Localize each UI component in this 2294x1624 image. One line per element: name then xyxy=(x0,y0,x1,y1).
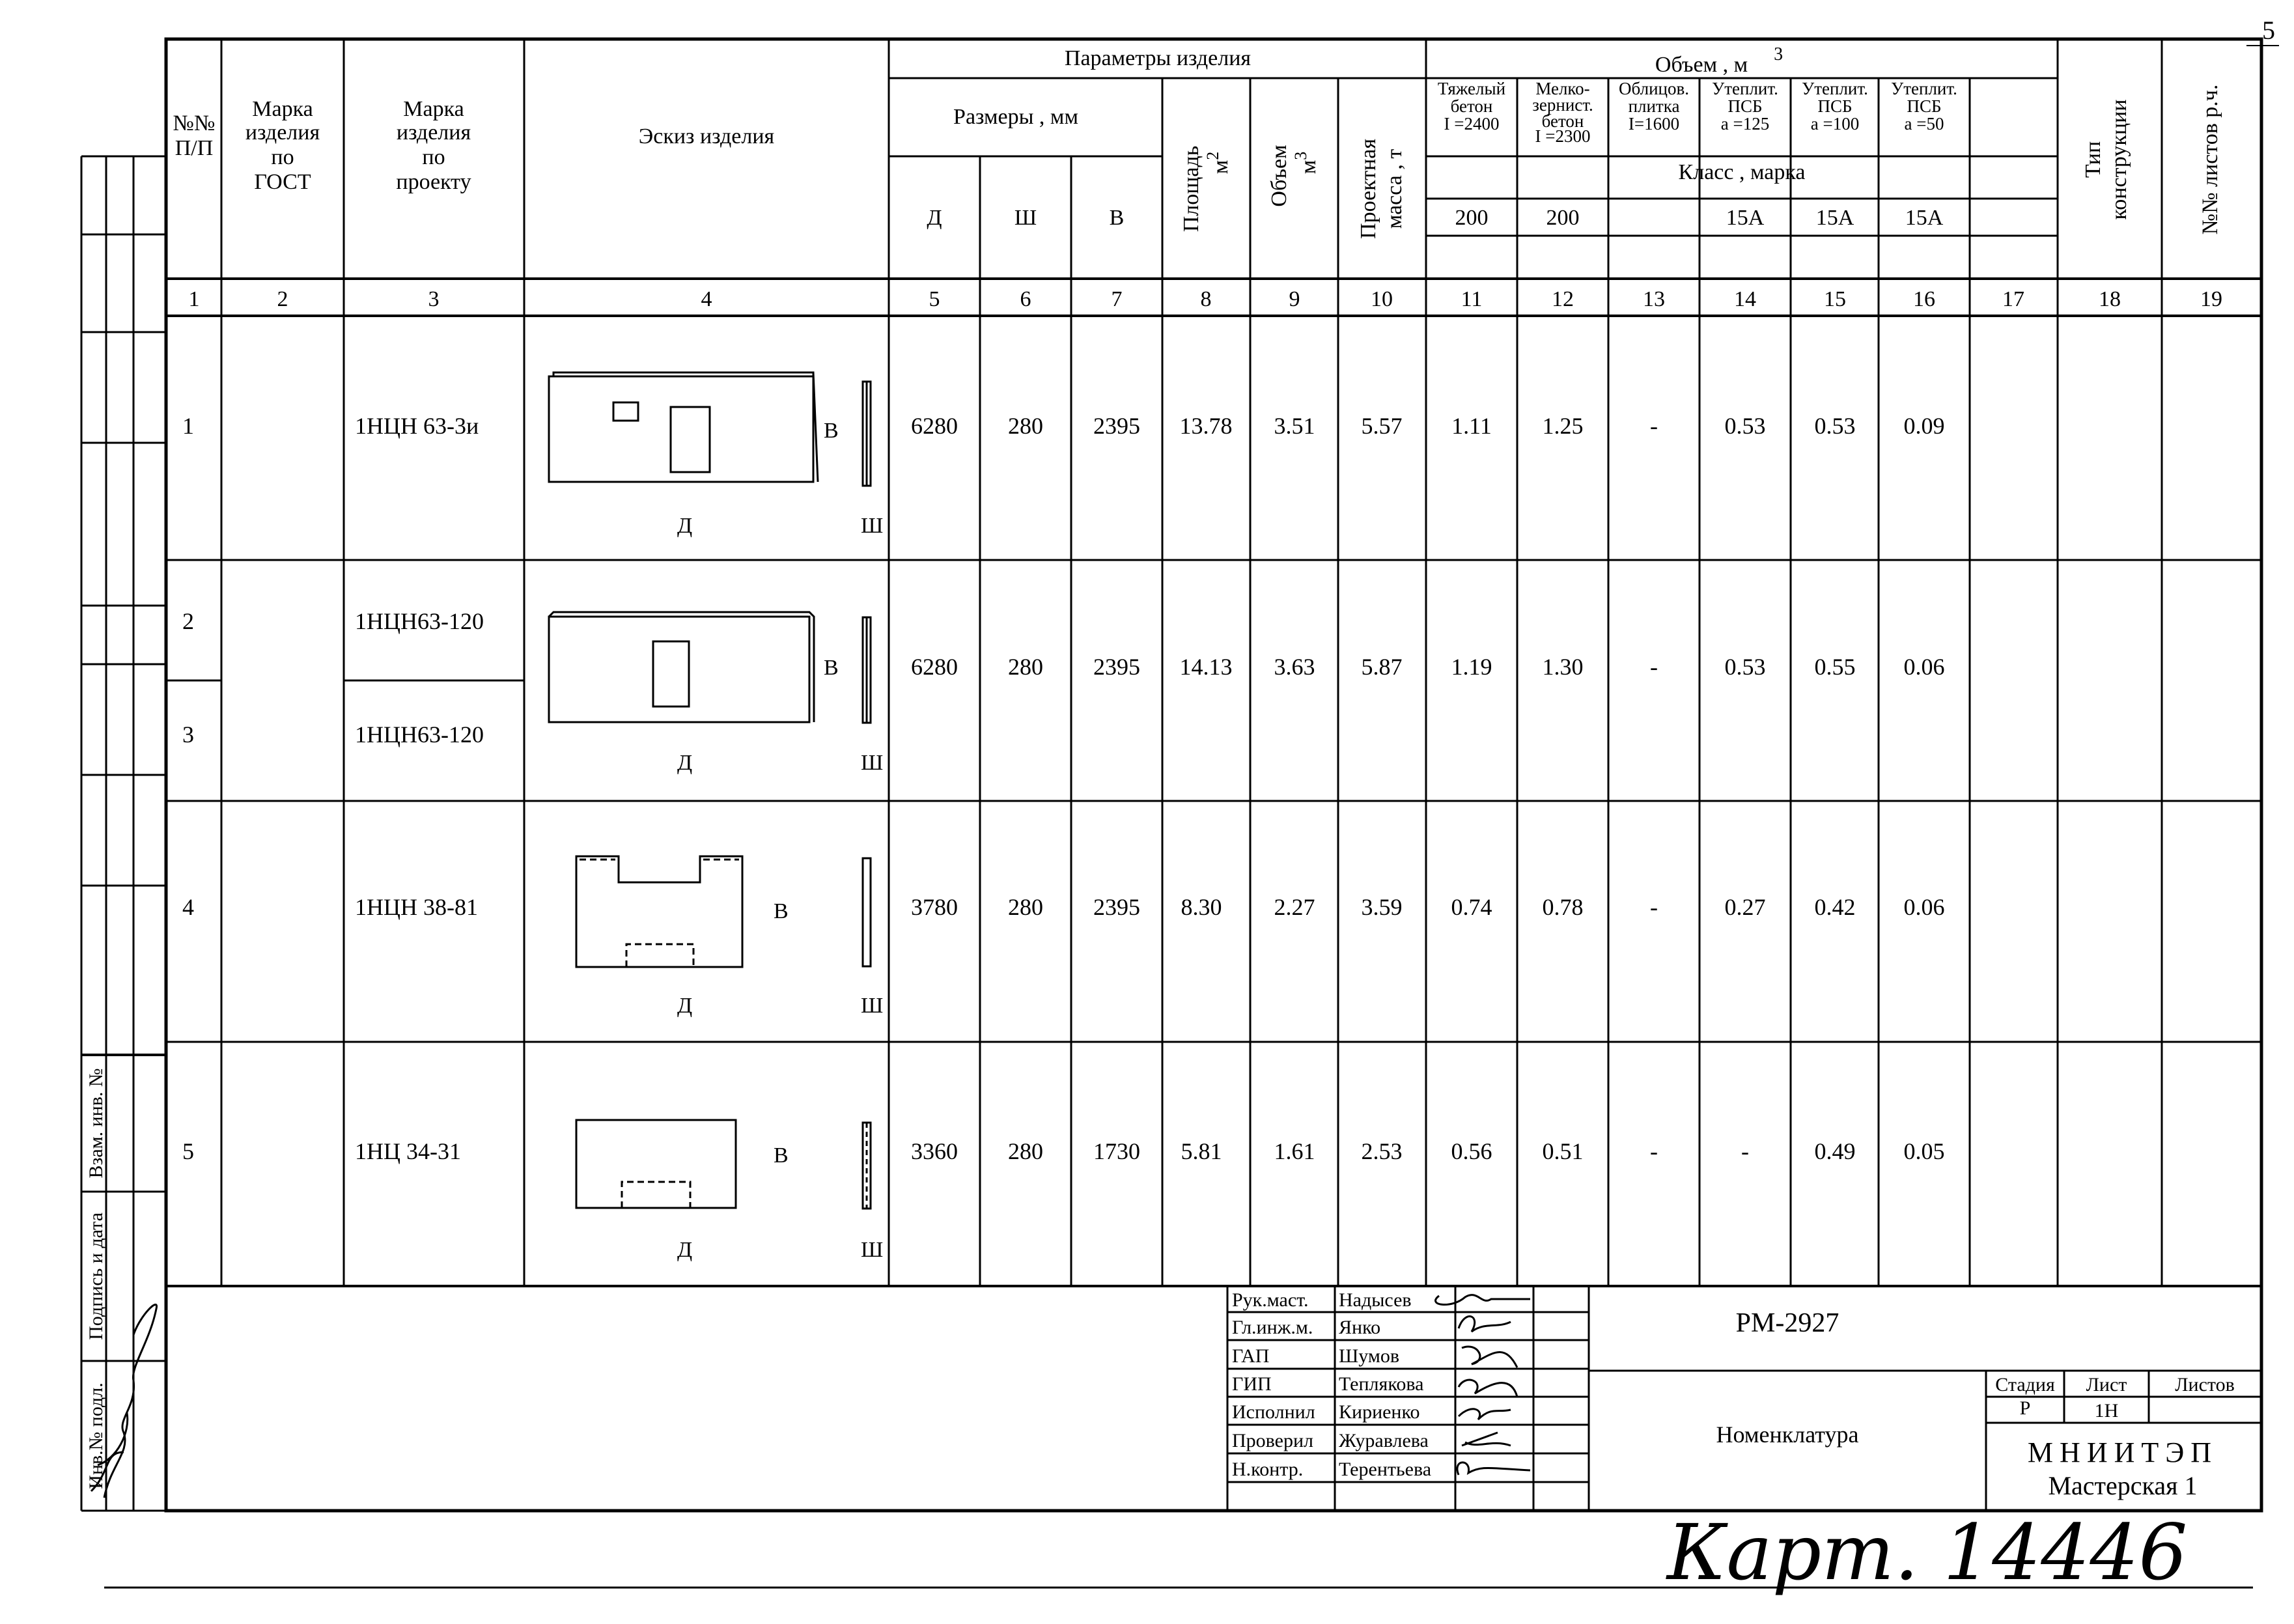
hdr-area: Площадь xyxy=(1179,145,1203,232)
side-podpis: Подпись и дата xyxy=(85,1212,107,1340)
class-14: 15А xyxy=(1726,206,1765,230)
hdr-vol-group xyxy=(1655,44,1783,77)
hdr-volume-unit-text: м xyxy=(1296,160,1321,175)
mat3-l3: I=1600 xyxy=(1628,114,1680,133)
mat1-l3: I =2400 xyxy=(1444,114,1500,133)
row-area: 13.78 xyxy=(1179,413,1233,439)
row-mark: 1НЦН63-120 xyxy=(355,721,484,748)
mat2-l1: Мелко- xyxy=(1535,79,1590,98)
row-area: 8.30 xyxy=(1181,894,1222,920)
hdr-proj-4: проекту xyxy=(396,170,471,194)
hdr-area-unit xyxy=(1203,152,1233,175)
hdr-volume-sup: 3 xyxy=(1291,151,1310,160)
name-1: Надысев xyxy=(1339,1289,1412,1311)
row-h: 2395 xyxy=(1093,894,1140,920)
mat3-l1: Облицов. xyxy=(1619,79,1689,98)
hdr-h: В xyxy=(1109,206,1125,230)
row-c12: 1.25 xyxy=(1542,413,1584,439)
hdr-sketch: Эскиз изделия xyxy=(638,124,775,148)
hdr-sheets: №№ листов р.ч. xyxy=(2198,84,2222,235)
sketch-d-label: Д xyxy=(677,751,693,775)
table-row xyxy=(182,721,484,748)
sketch-w-label: Ш xyxy=(861,994,884,1018)
row-c16: 0.06 xyxy=(1903,654,1945,680)
mat6-l2: ПСБ xyxy=(1907,96,1942,116)
row-mass: 3.59 xyxy=(1361,894,1403,920)
row-mass: 5.57 xyxy=(1361,413,1403,439)
name-3: Шумов xyxy=(1339,1345,1400,1367)
mat5-l2: ПСБ xyxy=(1817,96,1853,116)
row-mark: 1НЦН 38-81 xyxy=(355,894,478,920)
colnum-1: 1 xyxy=(188,287,200,311)
mat6-l1: Утеплит. xyxy=(1891,79,1957,98)
sketch-d-label: Д xyxy=(677,514,693,538)
hdr-gost-2: изделия xyxy=(245,120,320,145)
row-area: 5.81 xyxy=(1181,1138,1222,1164)
row-num: 2 xyxy=(182,608,194,634)
row-h: 2395 xyxy=(1093,413,1140,439)
colnum-12: 12 xyxy=(1552,287,1574,311)
role-7: Н.контр. xyxy=(1232,1459,1304,1480)
row-mark: 1НЦН 63-3и xyxy=(355,413,479,439)
role-2: Гл.инж.м. xyxy=(1232,1317,1313,1338)
name-2: Янко xyxy=(1339,1317,1381,1338)
role-4: ГИП xyxy=(1232,1373,1272,1395)
row-vol: 1.61 xyxy=(1274,1138,1315,1164)
hdr-params: Параметры изделия xyxy=(1064,46,1252,70)
sketch-d-label: Д xyxy=(677,1238,693,1262)
mat5-l1: Утеплит. xyxy=(1802,79,1868,98)
sketch-h-label: В xyxy=(824,656,839,680)
row-c12: 0.51 xyxy=(1542,1138,1584,1164)
sheets-label: Листов xyxy=(2175,1374,2235,1395)
sheet-value: 1Н xyxy=(2094,1400,2119,1421)
mat6-l3: a =50 xyxy=(1904,114,1944,133)
row-c14: 0.53 xyxy=(1724,654,1766,680)
row-d: 6280 xyxy=(911,654,958,680)
stage-value: Р xyxy=(2019,1397,2031,1419)
name-7: Терентьева xyxy=(1339,1459,1432,1480)
hdr-area-unit-text: м xyxy=(1209,160,1233,175)
name-5: Кириенко xyxy=(1339,1401,1420,1423)
class-15: 15А xyxy=(1815,206,1854,230)
hdr-area-sup: 2 xyxy=(1203,151,1222,160)
role-6: Проверил xyxy=(1232,1430,1313,1451)
row-mark: 1НЦ 34-31 xyxy=(355,1138,461,1164)
colnum-13: 13 xyxy=(1643,287,1665,311)
mat2-l4: I =2300 xyxy=(1535,126,1591,146)
row-mass: 2.53 xyxy=(1361,1138,1403,1164)
hdr-proj-1: Марка xyxy=(403,97,464,121)
row-num: 1 xyxy=(182,413,194,439)
row-c13: - xyxy=(1650,894,1658,920)
colnum-9: 9 xyxy=(1289,287,1300,311)
row-c14: 0.27 xyxy=(1724,894,1766,920)
mat1-l1: Тяжелый xyxy=(1437,79,1506,98)
mat2-l3: бетон xyxy=(1541,111,1584,131)
colnum-8: 8 xyxy=(1200,287,1212,311)
row-h: 2395 xyxy=(1093,654,1140,680)
doc-title: Номенклатура xyxy=(1716,1421,1859,1448)
colnum-6: 6 xyxy=(1020,287,1031,311)
row-w: 280 xyxy=(1008,1138,1043,1164)
mat4-l3: a =125 xyxy=(1720,114,1770,133)
row-c13: - xyxy=(1650,1138,1658,1164)
sketch-d-label: Д xyxy=(677,994,693,1018)
stage-label: Стадия xyxy=(1995,1374,2055,1395)
footer-note: Карт. 14446 xyxy=(1667,1507,2188,1597)
colnum-18: 18 xyxy=(2099,287,2121,311)
class-16: 15А xyxy=(1905,206,1944,230)
row-d: 3360 xyxy=(911,1138,958,1164)
row-c15: 0.55 xyxy=(1814,654,1856,680)
colnum-17: 17 xyxy=(2002,287,2024,311)
row-area: 14.13 xyxy=(1179,654,1233,680)
sketch-row-1 xyxy=(549,372,871,486)
hdr-mass-1: Проектная xyxy=(1356,139,1380,239)
sketch-h-label: В xyxy=(774,899,789,923)
org-sub: Мастерская 1 xyxy=(2048,1471,2198,1500)
table-row xyxy=(182,608,1945,775)
mat4-l1: Утеплит. xyxy=(1712,79,1778,98)
colnum-3: 3 xyxy=(428,287,440,311)
colnum-2: 2 xyxy=(277,287,288,311)
table-row xyxy=(182,413,1945,538)
row-mark: 1НЦН63-120 xyxy=(355,608,484,634)
row-c13: - xyxy=(1650,413,1658,439)
sketch-h-label: В xyxy=(824,419,839,443)
sketch-row-4 xyxy=(576,856,871,967)
row-c15: 0.42 xyxy=(1814,894,1856,920)
mat4-l2: ПСБ xyxy=(1727,96,1763,116)
row-h: 1730 xyxy=(1093,1138,1140,1164)
row-c11: 0.74 xyxy=(1451,894,1492,920)
colnum-7: 7 xyxy=(1111,287,1123,311)
row-c15: 0.53 xyxy=(1814,413,1856,439)
hdr-type-1: Тип xyxy=(2081,141,2105,178)
hdr-volume: Объем xyxy=(1267,145,1291,207)
sheet-label: Лист xyxy=(2086,1374,2127,1395)
mat3-l2: плитка xyxy=(1628,96,1680,116)
hdr-num-1: №№ xyxy=(173,111,216,135)
row-w: 280 xyxy=(1008,413,1043,439)
hdr-num-2: П/П xyxy=(175,136,214,160)
role-3: ГАП xyxy=(1232,1345,1270,1367)
mat2-l2: зернист. xyxy=(1532,95,1593,115)
row-mass: 5.87 xyxy=(1361,654,1403,680)
sketch-w-label: Ш xyxy=(861,514,884,538)
table-row xyxy=(182,894,1945,1018)
row-num: 3 xyxy=(182,721,194,748)
class-11: 200 xyxy=(1455,206,1489,230)
hdr-proj-3: по xyxy=(422,145,445,169)
row-c14: 0.53 xyxy=(1724,413,1766,439)
sketch-row-2 xyxy=(549,612,871,723)
name-4: Теплякова xyxy=(1339,1373,1424,1395)
colnum-4: 4 xyxy=(701,287,712,311)
sketch-w-label: Ш xyxy=(861,751,884,775)
row-c16: 0.05 xyxy=(1903,1138,1945,1164)
row-w: 280 xyxy=(1008,894,1043,920)
role-5: Исполнил xyxy=(1232,1401,1315,1423)
org-name: МНИИТЭП xyxy=(2027,1436,2218,1468)
row-num: 5 xyxy=(182,1138,194,1164)
row-d: 3780 xyxy=(911,894,958,920)
side-inv-podl: Инв.№ подл. xyxy=(85,1382,107,1489)
table-row xyxy=(182,1138,1945,1262)
colnum-14: 14 xyxy=(1734,287,1756,311)
row-c15: 0.49 xyxy=(1814,1138,1856,1164)
mat5-l3: a =100 xyxy=(1810,114,1860,133)
sketch-h-label: В xyxy=(774,1143,789,1168)
row-c11: 0.56 xyxy=(1451,1138,1492,1164)
hdr-vol-group-label: Объем , м xyxy=(1655,53,1748,77)
hdr-volume-unit xyxy=(1291,152,1321,175)
sketch-w-label: Ш xyxy=(861,1238,884,1262)
row-vol: 2.27 xyxy=(1274,894,1315,920)
row-vol: 3.51 xyxy=(1274,413,1315,439)
row-c16: 0.06 xyxy=(1903,894,1945,920)
hdr-gost-1: Марка xyxy=(252,97,313,121)
page-number: 5 xyxy=(2262,16,2275,45)
hdr-type-2: конструкции xyxy=(2107,99,2131,220)
row-c14: - xyxy=(1741,1138,1749,1164)
row-c11: 1.11 xyxy=(1451,413,1492,439)
name-6: Журавлева xyxy=(1339,1430,1429,1451)
row-d: 6280 xyxy=(911,413,958,439)
doc-code: РМ-2927 xyxy=(1735,1308,1839,1338)
colnum-11: 11 xyxy=(1461,287,1483,311)
role-1: Рук.маст. xyxy=(1232,1289,1309,1311)
side-vzam: Взам. инв. № xyxy=(85,1068,107,1179)
row-c12: 0.78 xyxy=(1542,894,1584,920)
hdr-mass-2: масса , т xyxy=(1382,148,1406,229)
row-num: 4 xyxy=(182,894,194,920)
hdr-sizes: Размеры , мм xyxy=(953,105,1078,129)
hdr-d: Д xyxy=(927,206,942,230)
hdr-class: Класс , марка xyxy=(1678,160,1806,184)
sketch-row-5 xyxy=(576,1120,871,1209)
colnum-5: 5 xyxy=(929,287,940,311)
hdr-proj-2: изделия xyxy=(396,120,471,145)
colnum-15: 15 xyxy=(1824,287,1846,311)
colnum-16: 16 xyxy=(1913,287,1935,311)
hdr-vol-group-sup: 3 xyxy=(1774,44,1783,64)
hdr-gost-3: по xyxy=(271,145,294,169)
row-c12: 1.30 xyxy=(1542,654,1584,680)
hdr-gost-4: ГОСТ xyxy=(254,170,311,194)
row-c11: 1.19 xyxy=(1451,654,1492,680)
row-c13: - xyxy=(1650,654,1658,680)
mat1-l2: бетон xyxy=(1450,96,1493,116)
colnum-10: 10 xyxy=(1371,287,1393,311)
row-vol: 3.63 xyxy=(1274,654,1315,680)
row-c16: 0.09 xyxy=(1903,413,1945,439)
hdr-w: Ш xyxy=(1014,206,1037,230)
class-12: 200 xyxy=(1546,206,1580,230)
colnum-19: 19 xyxy=(2200,287,2222,311)
row-w: 280 xyxy=(1008,654,1043,680)
